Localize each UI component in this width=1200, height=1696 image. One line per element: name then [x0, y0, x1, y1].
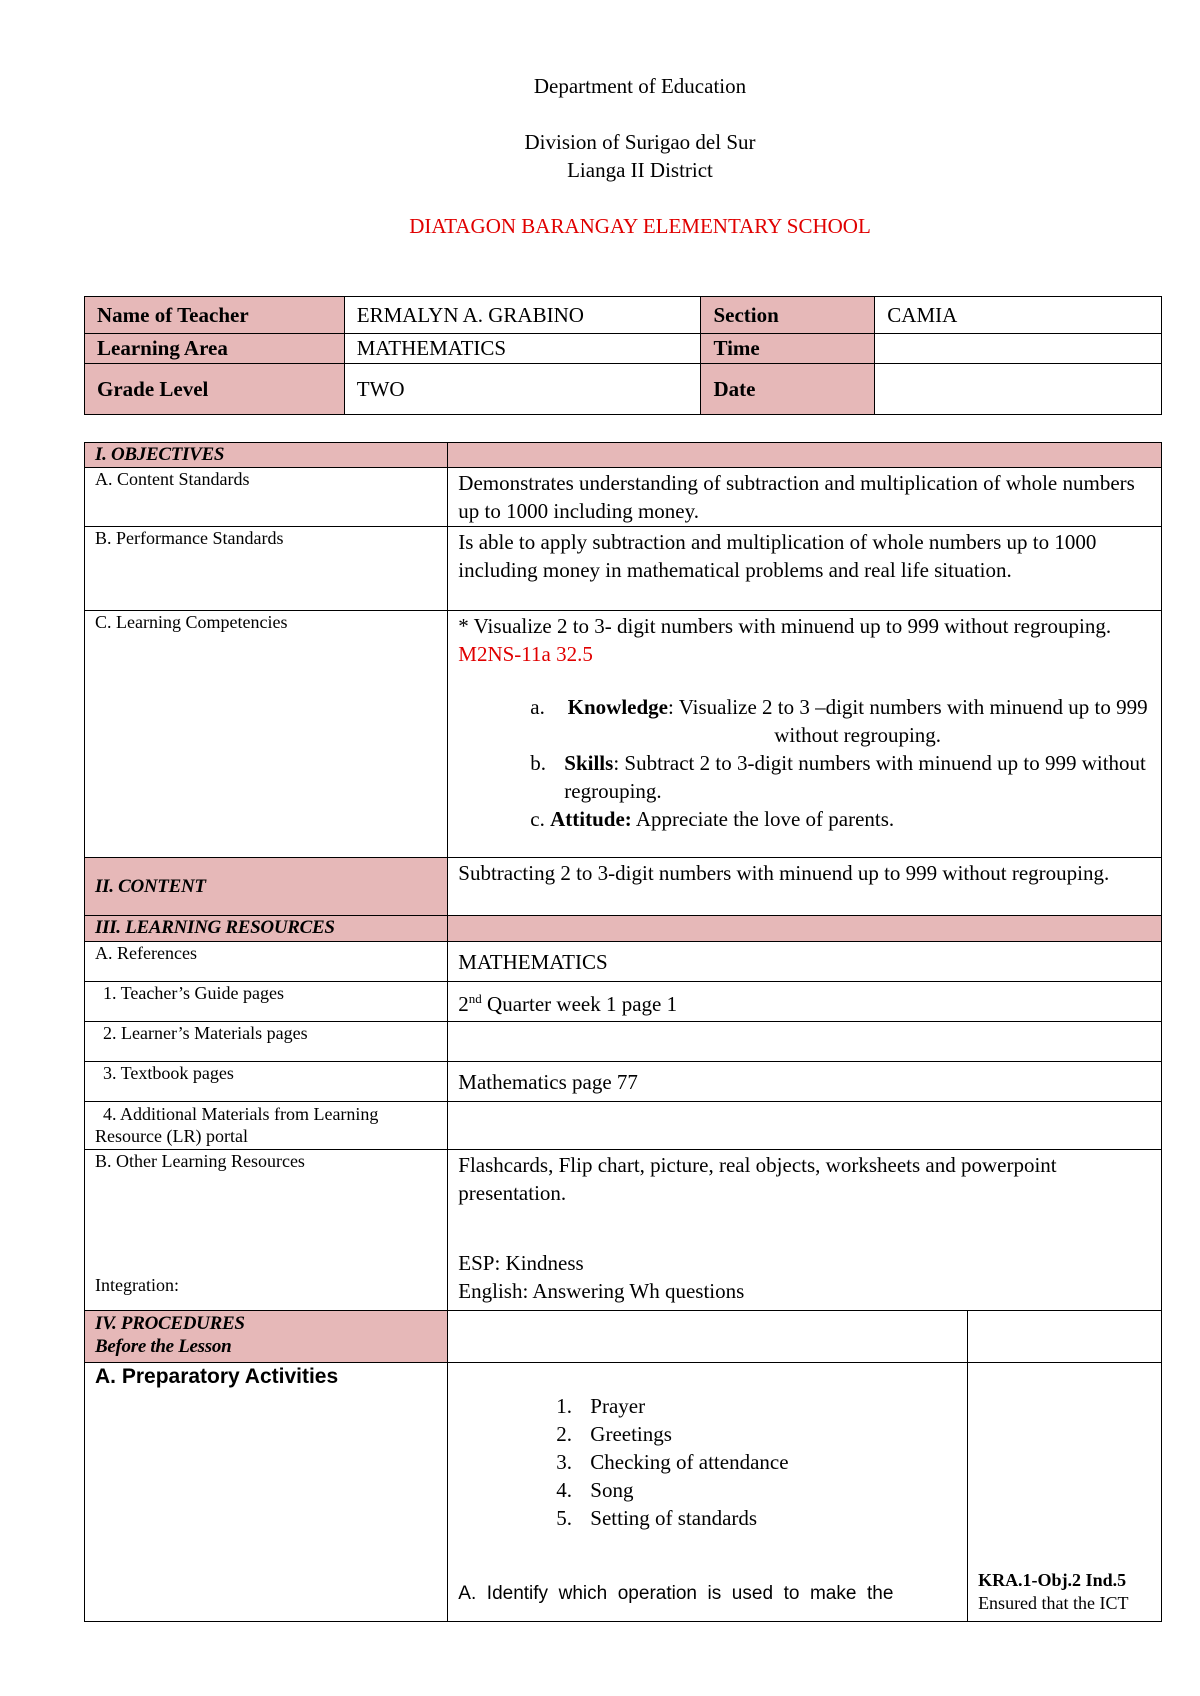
- integration-label: Integration:: [95, 1275, 179, 1295]
- department-title: Department of Education: [533, 74, 747, 98]
- textbook-row: [85, 1062, 1162, 1102]
- teacher-value: ERMALYN A. GRABINO: [344, 297, 701, 334]
- lesson-plan-table: [84, 442, 1162, 1622]
- content-value: Subtracting 2 to 3-digit numbers with minuend up to 999 without regrouping.: [448, 858, 1162, 916]
- other-resources-cell: [85, 1150, 448, 1311]
- teachers-guide-value: 2nd Quarter week 1 page 1: [448, 982, 1162, 1022]
- competency-code: M2NS-11a 32.5: [458, 642, 593, 666]
- procedures-heading-cell: [85, 1311, 448, 1363]
- competency-sublist: [458, 693, 1151, 833]
- teacher-info-table: [84, 296, 1162, 415]
- competency-statement: * Visualize 2 to 3- digit numbers with minuend up to 999 without regrouping. M2NS-11a 32.5: [458, 614, 1112, 666]
- resources-heading: III. LEARNING RESOURCES: [85, 916, 448, 942]
- learners-materials-label: 2. Learner’s Materials pages: [85, 1022, 448, 1062]
- objectives-row: [85, 443, 1162, 468]
- content-heading: II. CONTENT: [85, 858, 448, 916]
- procedures-blank-b: [968, 1311, 1162, 1363]
- teacher-label: Name of Teacher: [85, 297, 345, 334]
- content-standards-row: [85, 468, 1162, 527]
- grade-level-label: Grade Level: [85, 364, 345, 415]
- preparatory-item: 4. Song: [556, 1478, 634, 1502]
- preparatory-list: [458, 1392, 957, 1532]
- kra-cell: [968, 1363, 1162, 1622]
- learning-area-value: MATHEMATICS: [344, 334, 701, 364]
- section-label: Section: [701, 297, 875, 334]
- kra-text: Ensured that the ICT: [978, 1593, 1129, 1613]
- preparatory-cell: [448, 1363, 968, 1622]
- resources-row: [85, 916, 1162, 942]
- preparatory-item: 5. Setting of standards: [556, 1506, 758, 1530]
- time-label: Time: [701, 334, 875, 364]
- division-title: Division of Surigao del Sur: [524, 130, 756, 154]
- additional-materials-row: [85, 1102, 1162, 1150]
- kra-title: KRA.1-Obj.2 Ind.5: [978, 1570, 1127, 1590]
- learners-materials-row: [85, 1022, 1162, 1062]
- learning-competencies-label: C. Learning Competencies: [85, 611, 448, 858]
- procedures-row: [85, 1311, 1162, 1363]
- procedures-heading: IV. PROCEDURES: [95, 1313, 245, 1334]
- objectives-heading-fill: [448, 443, 1162, 468]
- learning-competencies-row: [85, 611, 1162, 858]
- time-value: [875, 334, 1162, 364]
- performance-standards-row: [85, 527, 1162, 611]
- additional-materials-label: 4. Additional Materials from Learning Resource (LR) portal: [85, 1102, 448, 1150]
- preparatory-item: 3. Checking of attendance: [556, 1450, 789, 1474]
- references-value: MATHEMATICS: [448, 942, 1162, 982]
- date-label: Date: [701, 364, 875, 415]
- integration-english: English: Answering Wh questions: [458, 1279, 745, 1303]
- other-resources-value: Flashcards, Flip chart, picture, real objects, worksheets and powerpoint presentation.: [458, 1153, 1057, 1205]
- school-name: DIATAGON BARANGAY ELEMENTARY SCHOOL: [409, 214, 871, 238]
- additional-materials-value: [448, 1102, 1162, 1150]
- other-resources-value-cell: [448, 1150, 1162, 1311]
- content-standards-value: Demonstrates understanding of subtraction and multiplication of whole numbers up to 1000 including money.: [448, 468, 1162, 527]
- teachers-guide-row: [85, 982, 1162, 1022]
- learning-area-label: Learning Area: [85, 334, 345, 364]
- textbook-label: 3. Textbook pages: [85, 1062, 448, 1102]
- objectives-heading: I. OBJECTIVES: [85, 443, 448, 468]
- preparatory-item: 1. Prayer: [556, 1394, 646, 1418]
- integration-esp: ESP: Kindness: [458, 1251, 584, 1275]
- grade-level-value: TWO: [344, 364, 701, 415]
- date-value: [875, 364, 1162, 415]
- learners-materials-value: [448, 1022, 1162, 1062]
- teachers-guide-label: 1. Teacher’s Guide pages: [85, 982, 448, 1022]
- performance-standards-label: B. Performance Standards: [85, 527, 448, 611]
- references-label: A. References: [85, 942, 448, 982]
- references-row: [85, 942, 1162, 982]
- preparatory-row: [85, 1363, 1162, 1622]
- preparatory-instruction: A. Identify which operation is used to make the: [458, 1583, 894, 1604]
- procedures-blank-a: [448, 1311, 968, 1363]
- preparatory-label: A. Preparatory Activities: [85, 1363, 448, 1622]
- procedures-subheading: Before the Lesson: [95, 1336, 232, 1357]
- info-row-area: [85, 334, 1162, 364]
- textbook-value: Mathematics page 77: [448, 1062, 1162, 1102]
- knowledge-item: a. Knowledge: Visualize 2 to 3 –digit numbers with minuend up to 999 without regrouping.: [530, 695, 1148, 747]
- performance-standards-value: Is able to apply subtraction and multiplication of whole numbers up to 1000 including money in mathematical problems and real life situation.: [448, 527, 1162, 611]
- section-value: CAMIA: [875, 297, 1162, 334]
- preparatory-item: 2. Greetings: [556, 1422, 672, 1446]
- info-row-teacher: [85, 297, 1162, 334]
- content-row: [85, 858, 1162, 916]
- attitude-item: c. Attitude: Appreciate the love of parents.: [530, 807, 895, 831]
- skills-item: b. Skills: Subtract 2 to 3-digit numbers with minuend up to 999 without regrouping.: [530, 751, 1146, 803]
- content-standards-label: A. Content Standards: [85, 468, 448, 527]
- learning-competencies-cell: [448, 611, 1162, 858]
- resources-heading-fill: [448, 916, 1162, 942]
- district-title: Lianga II District: [567, 158, 713, 182]
- other-resources-label: B. Other Learning Resources: [95, 1151, 305, 1171]
- other-resources-row: [85, 1150, 1162, 1311]
- info-row-grade: [85, 364, 1162, 415]
